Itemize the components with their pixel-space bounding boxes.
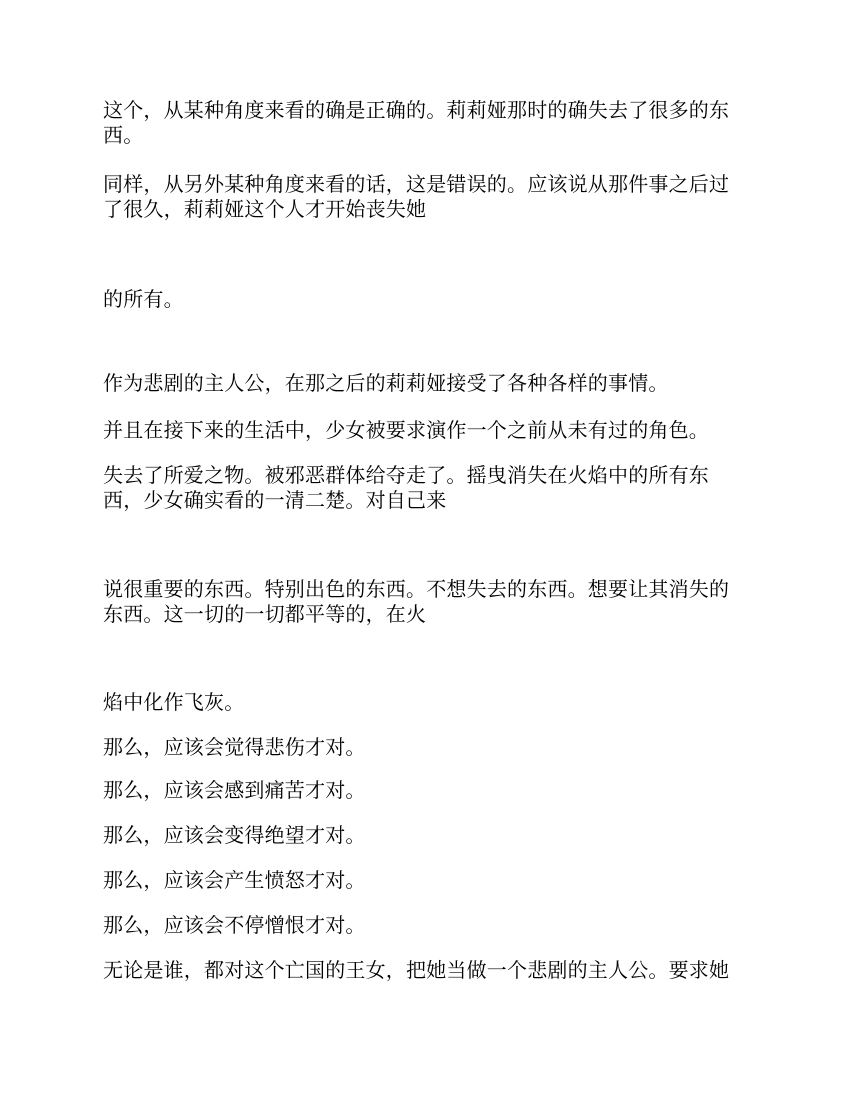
paragraph-2: 同样，从另外某种角度来看的话，这是错误的。应该说从那件事之后过了很久，莉莉娅这个人才开始丧失她	[103, 172, 730, 221]
paragraph-12: 那么，应该会产生愤怒才对。	[103, 868, 366, 892]
paragraph-9: 那么，应该会觉得悲伤才对。	[103, 735, 366, 759]
paragraph-4: 作为悲剧的主人公，在那之后的莉莉娅接受了各种各样的事情。	[103, 371, 669, 395]
paragraph-6: 失去了所爱之物。被邪恶群体给夺走了。摇曳消失在火焰中的所有东西，少女确实看的一清二楚。对自己来	[103, 463, 709, 512]
paragraph-1: 这个，从某种角度来看的确是正确的。莉莉娅那时的确失去了很多的东西。	[103, 98, 730, 147]
paragraph-7: 说很重要的东西。特别出色的东西。不想失去的东西。想要让其消失的东西。这一切的一切都平等的，在火	[103, 577, 730, 626]
paragraph-13: 那么，应该会不停憎恨才对。	[103, 913, 366, 937]
paragraph-8: 焰中化作飞灰。	[103, 690, 245, 714]
paragraph-5: 并且在接下来的生活中，少女被要求演作一个之前从未有过的角色。	[103, 418, 709, 442]
paragraph-3: 的所有。	[103, 287, 184, 311]
paragraph-10: 那么，应该会感到痛苦才对。	[103, 778, 366, 802]
paragraph-11: 那么，应该会变得绝望才对。	[103, 823, 366, 847]
paragraph-14: 无论是谁，都对这个亡国的王女，把她当做一个悲剧的主人公。要求她	[103, 958, 730, 982]
